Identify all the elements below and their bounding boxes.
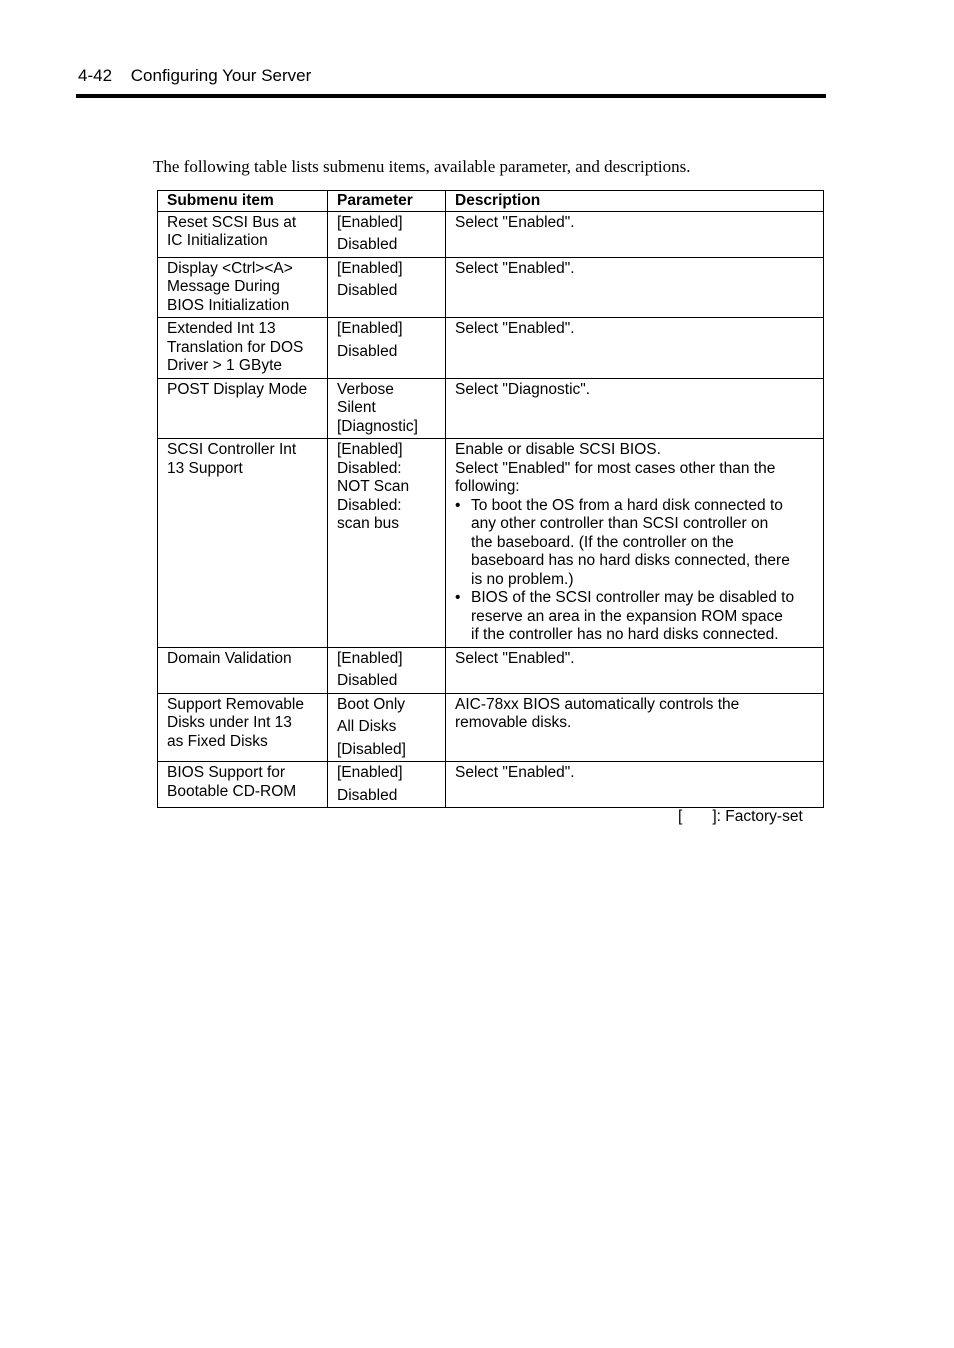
submenu-item-cell [158,378,328,439]
bullet-line: To boot the OS from a hard disk connected to [471,496,783,514]
submenu-item-line: Domain Validation [167,649,292,667]
description-line: Select "Diagnostic". [455,380,591,398]
parameter-value: [Enabled] [337,320,403,337]
submenu-item-line: Display <Ctrl><A> [167,259,293,277]
parameter-value: Disabled [337,282,398,299]
submenu-item-cell [158,211,328,257]
description-line: Select "Enabled". [455,213,575,231]
submenu-item-cell [158,693,328,762]
parameter-value: [Enabled] [337,441,403,458]
column-header: Description [446,191,824,212]
bullet-line: reserve an area in the expansion ROM space [471,607,783,625]
parameter-cell [328,647,446,693]
parameter-value: NOT Scan [337,478,410,495]
description-cell [446,378,824,439]
table-row [158,762,824,808]
submenu-item-cell [158,439,328,648]
submenu-item-line: as Fixed Disks [167,732,268,750]
submenu-item-line: Support Removable [167,695,304,713]
submenu-item-cell [158,762,328,808]
column-header: Submenu item [158,191,328,212]
submenu-item-line: 13 Support [167,459,243,477]
section-title: Configuring Your Server [130,66,312,85]
factory-set-note [678,808,803,826]
description-line: removable disks. [455,714,572,731]
description-bullet-item [455,589,815,645]
intro-paragraph: The following table lists submenu items, available parameter, and descriptions. [153,157,691,176]
parameter-value: Disabled [337,672,398,689]
submenu-item-line: Message During [167,278,280,295]
parameter-value: [Enabled] [337,649,403,667]
submenu-item-line: Driver > 1 GByte [167,357,282,374]
description-line: following: [455,478,520,495]
submenu-item-line: BIOS Support for [167,764,286,781]
description-bullet-item [455,497,815,590]
description-cell [446,762,824,808]
bullet-line: any other controller than SCSI controller on [471,515,769,532]
parameter-cell [328,693,446,762]
submenu-item-line: Extended Int 13 [167,320,276,337]
description-line: Enable or disable SCSI BIOS. [455,441,661,458]
parameter-value: [Diagnostic] [337,417,418,435]
submenu-item-line: Bootable CD-ROM [167,782,297,800]
parameter-cell [328,211,446,257]
description-line: Select "Enabled". [455,649,575,667]
table-row [158,647,824,693]
description-cell [446,693,824,762]
description-cell [446,318,824,379]
footnote-open-bracket: [ [678,808,683,825]
parameter-value: [Enabled] [337,764,403,781]
table-row [158,378,824,439]
parameter-value: Disabled: [337,459,402,477]
table-row [158,318,824,379]
parameter-value: Disabled [337,236,398,253]
parameter-value: Disabled: [337,496,402,514]
submenu-item-cell [158,318,328,379]
parameter-cell [328,257,446,318]
submenu-item-line: BIOS Initialization [167,296,290,314]
bullet-line: the baseboard. (If the controller on the [471,533,734,551]
parameter-value: Boot Only [337,695,406,713]
table-row [158,693,824,762]
bullet-line: BIOS of the SCSI controller may be disabled to [471,589,795,606]
table-header-row [158,191,824,212]
parameter-value: All Disks [337,718,397,735]
parameter-cell [328,378,446,439]
submenu-item-line: SCSI Controller Int [167,441,297,458]
submenu-item-line: Translation for DOS [167,338,304,356]
parameter-cell [328,762,446,808]
parameter-value: [Disabled] [337,740,406,758]
submenu-item-line: Disks under Int 13 [167,714,292,731]
description-cell [446,211,824,257]
header-rule [76,94,826,98]
parameter-value: scan bus [337,515,400,532]
submenu-item-cell [158,647,328,693]
description-line: Select "Enabled" for most cases other than the [455,459,776,477]
table-row [158,439,824,648]
parameter-cell [328,439,446,648]
description-line: AIC-78xx BIOS automatically controls the [455,695,740,713]
column-header: Parameter [328,191,446,212]
description-cell [446,257,824,318]
submenu-item-line: IC Initialization [167,232,268,249]
description-line: Select "Enabled". [455,320,575,337]
bullet-line: if the controller has no hard disks connected. [471,626,779,643]
parameter-value: Silent [337,399,376,416]
submenu-table [157,190,824,808]
bullet-dot-icon: • [455,589,461,606]
table-row [158,257,824,318]
table-row [158,211,824,257]
parameter-cell [328,318,446,379]
description-line: Select "Enabled". [455,764,575,781]
page-number: 4-42 [78,66,113,85]
parameter-value: [Enabled] [337,213,403,231]
submenu-item-line: Reset SCSI Bus at [167,213,297,231]
submenu-item-line: POST Display Mode [167,380,308,398]
bullet-dot-icon: • [455,496,461,514]
parameter-value: Verbose [337,380,394,398]
parameter-value: Disabled [337,342,398,360]
bullet-line: is no problem.) [471,570,574,588]
bullet-line: baseboard has no hard disks connected, there [471,552,790,569]
parameter-value: Disabled [337,786,398,804]
submenu-item-cell [158,257,328,318]
footnote-text: ]: Factory-set [712,808,803,825]
description-cell [446,647,824,693]
description-cell [446,439,824,648]
page-header [78,66,311,86]
description-line: Select "Enabled". [455,259,575,277]
parameter-value: [Enabled] [337,259,403,277]
